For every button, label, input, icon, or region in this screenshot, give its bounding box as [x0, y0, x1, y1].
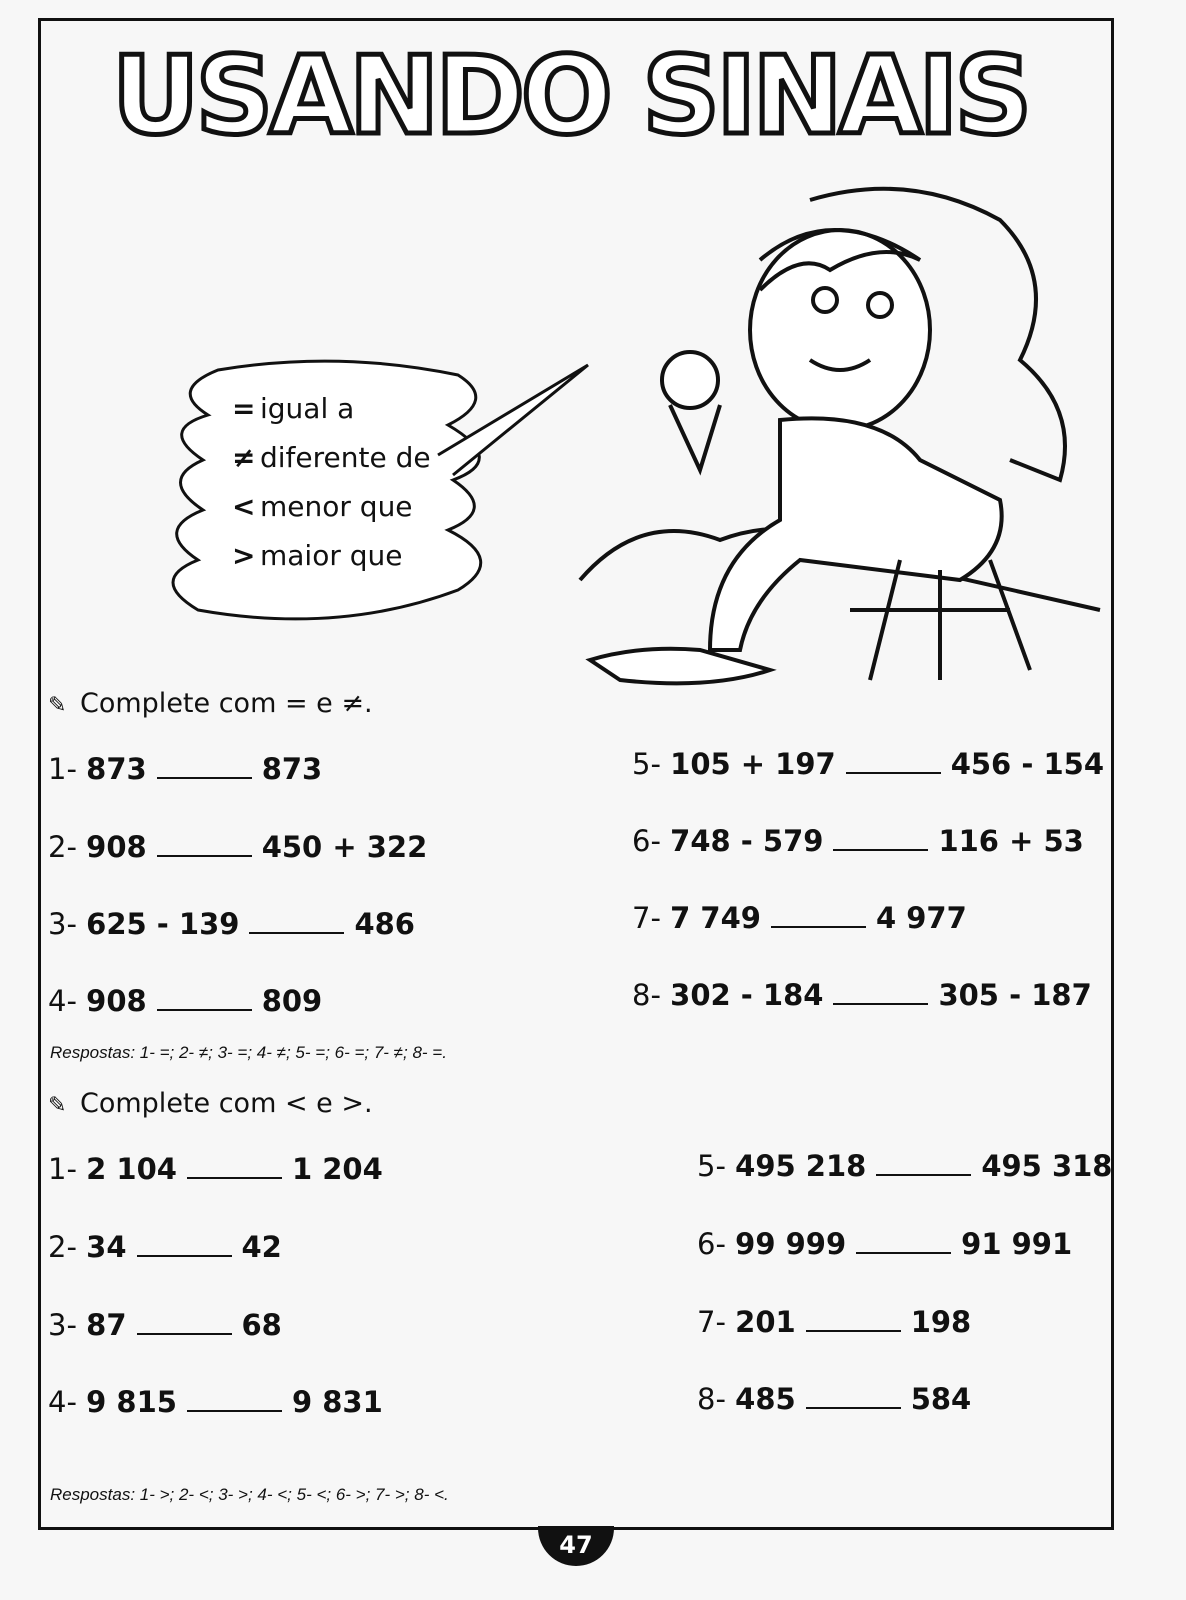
answer-blank[interactable] — [876, 1174, 971, 1176]
legend-symbol: = — [232, 392, 256, 425]
answer-blank[interactable] — [249, 932, 344, 934]
answer-blank[interactable] — [833, 1003, 928, 1005]
girl-illustration — [580, 180, 1100, 700]
exercise-item — [48, 752, 322, 786]
item-number: 7- — [632, 901, 661, 935]
answer-blank[interactable] — [187, 1177, 282, 1179]
answer-blank[interactable] — [137, 1255, 232, 1257]
left-expression: 99 999 — [735, 1227, 847, 1261]
right-expression: 198 — [910, 1305, 972, 1339]
legend-label: maior que — [260, 539, 403, 572]
left-expression: 873 — [86, 752, 147, 786]
exercise-item — [697, 1382, 971, 1416]
answer-blank[interactable] — [157, 1009, 252, 1011]
item-number: 8- — [632, 978, 661, 1012]
exercise-item — [48, 1308, 282, 1342]
section1-answers: Respostas: 1- =; 2- ≠; 3- =; 4- ≠; 5- =; 6- =; 7- ≠; 8- =. — [50, 1043, 447, 1062]
legend-symbol: ≠ — [232, 441, 256, 474]
right-expression: 495 318 — [981, 1149, 1113, 1183]
exercise-item — [697, 1227, 1072, 1261]
legend-item — [232, 490, 413, 523]
item-number: 2- — [48, 1230, 77, 1264]
pencil-icon: ✎ — [48, 1093, 67, 1118]
legend-item — [232, 441, 431, 474]
legend-label: menor que — [260, 490, 413, 523]
item-number: 6- — [697, 1227, 726, 1261]
left-expression: 748 - 579 — [670, 824, 824, 858]
exercise-item — [48, 1385, 383, 1419]
legend-symbol: < — [232, 490, 256, 523]
answer-blank[interactable] — [833, 849, 928, 851]
section2-answers: Respostas: 1- >; 2- <; 3- >; 4- <; 5- <; 6- >; 7- >; 8- <. — [50, 1485, 449, 1504]
section2-heading — [48, 1088, 373, 1119]
heading-text: Complete com < e >. — [80, 1088, 373, 1119]
exercise-item — [697, 1149, 1112, 1183]
left-expression: 34 — [86, 1230, 127, 1264]
item-number: 6- — [632, 824, 661, 858]
right-expression: 42 — [241, 1230, 282, 1264]
left-expression: 495 218 — [735, 1149, 867, 1183]
answer-blank[interactable] — [806, 1407, 901, 1409]
right-expression: 809 — [261, 984, 323, 1018]
right-expression: 486 — [354, 907, 415, 941]
left-expression: 105 + 197 — [670, 747, 836, 781]
right-expression: 1 204 — [291, 1152, 383, 1186]
left-expression: 485 — [735, 1382, 796, 1416]
item-number: 5- — [697, 1149, 726, 1183]
right-expression: 305 - 187 — [938, 978, 1092, 1012]
svg-text:USANDO SINAIS: USANDO SINAIS — [111, 34, 1029, 159]
exercise-item — [632, 978, 1092, 1012]
item-number: 4- — [48, 984, 77, 1018]
item-number: 2- — [48, 830, 77, 864]
exercise-item — [48, 1152, 383, 1186]
item-number: 7- — [697, 1305, 726, 1339]
page-number: 47 — [538, 1526, 614, 1566]
right-expression: 68 — [241, 1308, 282, 1342]
left-expression: 625 - 139 — [86, 907, 240, 941]
answer-blank[interactable] — [157, 855, 252, 857]
heading-text: Complete com = e ≠. — [80, 688, 373, 719]
answer-blank[interactable] — [846, 772, 941, 774]
legend-label: igual a — [260, 392, 355, 425]
answer-blank[interactable] — [137, 1333, 232, 1335]
exercise-item — [48, 1230, 282, 1264]
item-number: 1- — [48, 1152, 77, 1186]
item-number: 3- — [48, 1308, 77, 1342]
left-expression: 7 749 — [670, 901, 761, 935]
right-expression: 91 991 — [961, 1227, 1073, 1261]
item-number: 1- — [48, 752, 77, 786]
exercise-item — [632, 747, 1104, 781]
right-expression: 450 + 322 — [261, 830, 428, 864]
answer-blank[interactable] — [187, 1410, 282, 1412]
legend-item — [232, 392, 354, 425]
pencil-icon: ✎ — [48, 693, 67, 718]
left-expression: 908 — [86, 984, 147, 1018]
left-expression: 9 815 — [86, 1385, 177, 1419]
item-number: 8- — [697, 1382, 726, 1416]
exercise-item — [632, 824, 1084, 858]
left-expression: 201 — [735, 1305, 796, 1339]
exercise-item — [632, 901, 967, 935]
exercise-item — [48, 984, 322, 1018]
title-logo — [111, 28, 1029, 159]
left-expression: 908 — [86, 830, 147, 864]
legend-item — [232, 539, 403, 572]
left-expression: 302 - 184 — [670, 978, 824, 1012]
exercise-item — [48, 830, 427, 864]
exercise-item — [48, 907, 415, 941]
exercise-item — [697, 1305, 971, 1339]
left-expression: 87 — [86, 1308, 127, 1342]
item-number: 4- — [48, 1385, 77, 1419]
right-expression: 456 - 154 — [950, 747, 1105, 781]
answer-blank[interactable] — [771, 926, 866, 928]
right-expression: 4 977 — [875, 901, 967, 935]
item-number: 5- — [632, 747, 661, 781]
item-number: 3- — [48, 907, 77, 941]
legend-symbol: > — [232, 539, 256, 572]
right-expression: 873 — [261, 752, 323, 786]
left-expression: 2 104 — [86, 1152, 177, 1186]
right-expression: 116 + 53 — [938, 824, 1084, 858]
right-expression: 9 831 — [291, 1385, 383, 1419]
section1-heading — [48, 688, 373, 719]
answer-blank[interactable] — [157, 777, 252, 779]
right-expression: 584 — [910, 1382, 972, 1416]
answer-blank[interactable] — [806, 1330, 901, 1332]
answer-blank[interactable] — [856, 1252, 951, 1254]
legend-label: diferente de — [260, 441, 431, 474]
